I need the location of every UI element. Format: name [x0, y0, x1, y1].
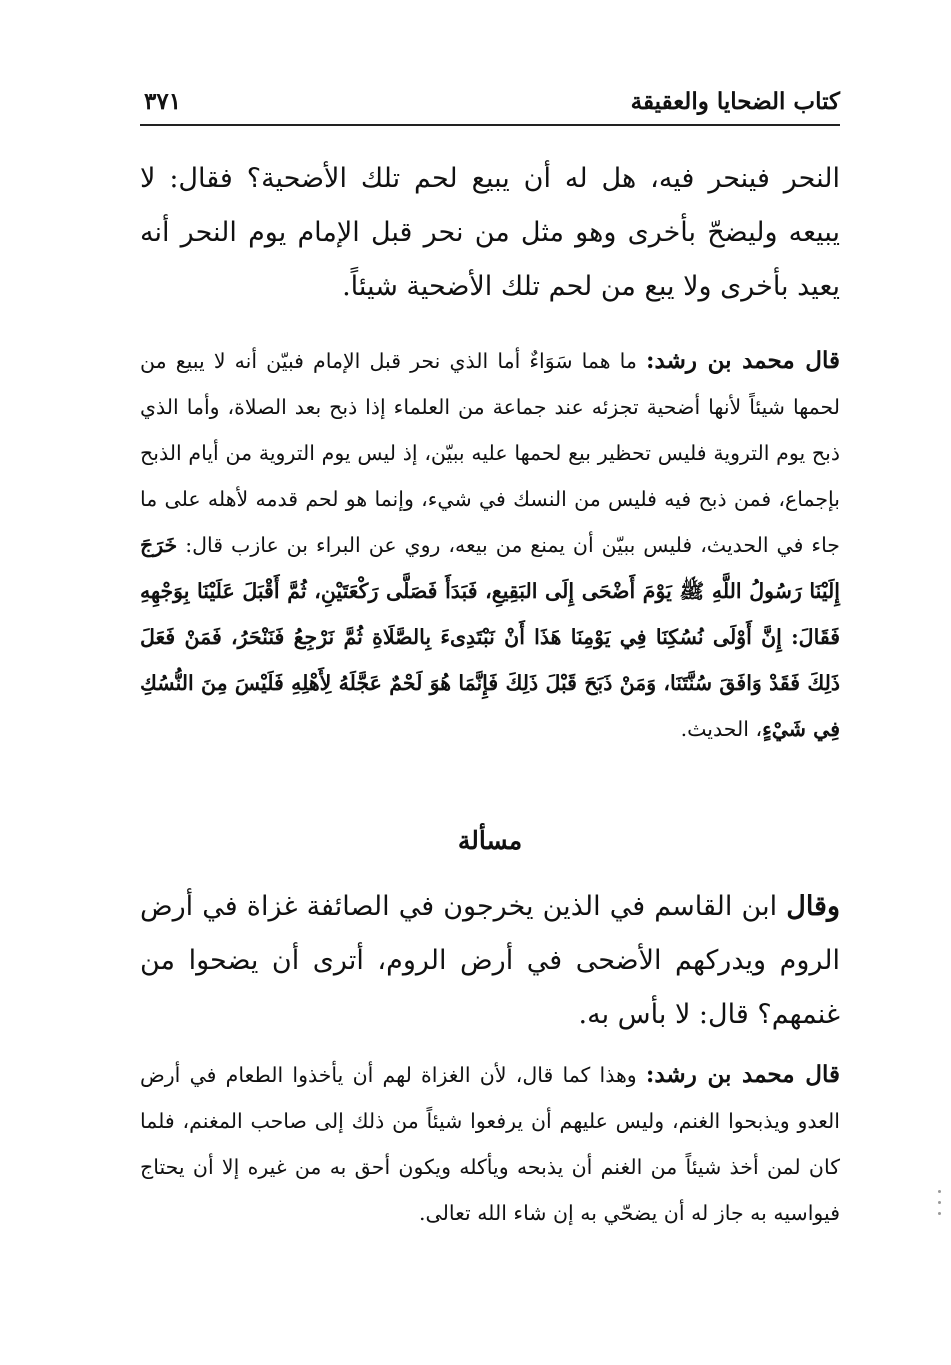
chapter-title: كتاب الضحايا والعقيقة [630, 88, 840, 115]
commentary-paragraph-1 [140, 338, 840, 752]
commentary-text-2: وهذا كما قال، لأن الغزاة لهم أن يأخذوا الطعام في أرض العدو ويذبحوا الغنم، وليس عليهم أن يرفعوا شيئاً من ذلك إلى صاحب المغنم، فلما كان لمن أخذ شيئاً من الغنم أن يذبحه ويأكله ويكون أحق به من غيره إلا أن يحتاج فيواسيه به جاز له أن يضحّي به إن شاء الله تعالى. [140, 1063, 840, 1225]
question-paragraph-1 [140, 152, 840, 314]
question-paragraph-2 [140, 880, 840, 1042]
margin-marks [938, 1190, 941, 1223]
question-text-2: ابن القاسم في الذين يخرجون في الصائفة غزاة في أرض الروم ويدركهم الأضحى في أرض الروم، أترى أن يضحوا من غنمهم؟ قال: لا بأس به. [140, 891, 840, 1030]
commentary-text: ما هما سَوَاءٌ أما الذي نحر قبل الإمام فبيّن أنه لا يبيع من لحمها شيئاً لأنها أضحية تجزئه عند جماعة من العلماء إذا ذبح بعد الصلاة، وأما الذي ذبح يوم التروية فليس تحظير بيع لحمها عليه ببيّن، إذ ليس يوم التروية من أيام الذبح بإجماع، فمن ذبح فيه فليس من النسك في شيء، وإنما هو لحم قدمه لأهله على ما جاء في الحديث، فليس ببيّن أن يمنع من بيعه، روي عن البراء بن عازب قال: [140, 349, 840, 557]
question-text: النحر فينحر فيه، هل له أن يبيع لحم تلك الأضحية؟ فقال: لا يبيعه وليضحّ بأخرى وهو مثل من نحر قبل الإمام يوم النحر أنه يعيد بأخرى ولا يبع من لحم تلك الأضحية شيئاً. [140, 163, 840, 302]
running-header [140, 78, 840, 126]
commentary-paragraph-2 [140, 1052, 840, 1236]
commentary-speaker-2: قال محمد بن رشد: [645, 1061, 840, 1088]
hadith-text: خَرَجَ إِلَيْنَا رَسُولُ اللَّهِ ﷺ يَوْمَ أَضْحَى إِلَى البَقِيعِ، فَبَدَأَ فَصَلَّى رَكْعَتَيْنِ، ثُمَّ أَقْبَلَ عَلَيْنَا بِوَجْهِهِ فَقَالَ: إِنَّ أَوْلَى نُسُكِنَا فِي يَوْمِنَا هَذَا أَنْ نَبْتَدِىءَ بِالصَّلَاةِ ثُمَّ نَرْجِعُ فَنَنْحَرُ، فَمَنْ فَعَلَ ذَلِكَ فَقَدْ وَافَقَ سُنَّتَنَا، وَمَنْ ذَبَحَ قَبْلَ ذَلِكَ فَإِنَّمَا هُوَ لَحْمٌ عَجَّلَهُ لِأَهْلِهِ فَلَيْسَ مِنَ النُّسُكِ فِي شَيْءٍ [140, 533, 840, 741]
section-heading: مسألة [457, 826, 523, 855]
commentary-speaker: قال محمد بن رشد: [646, 347, 840, 374]
page-number: ٣٧١ [144, 88, 182, 115]
question-lead: وقال [786, 891, 840, 922]
hadith-ending: ، الحديث. [680, 717, 763, 741]
